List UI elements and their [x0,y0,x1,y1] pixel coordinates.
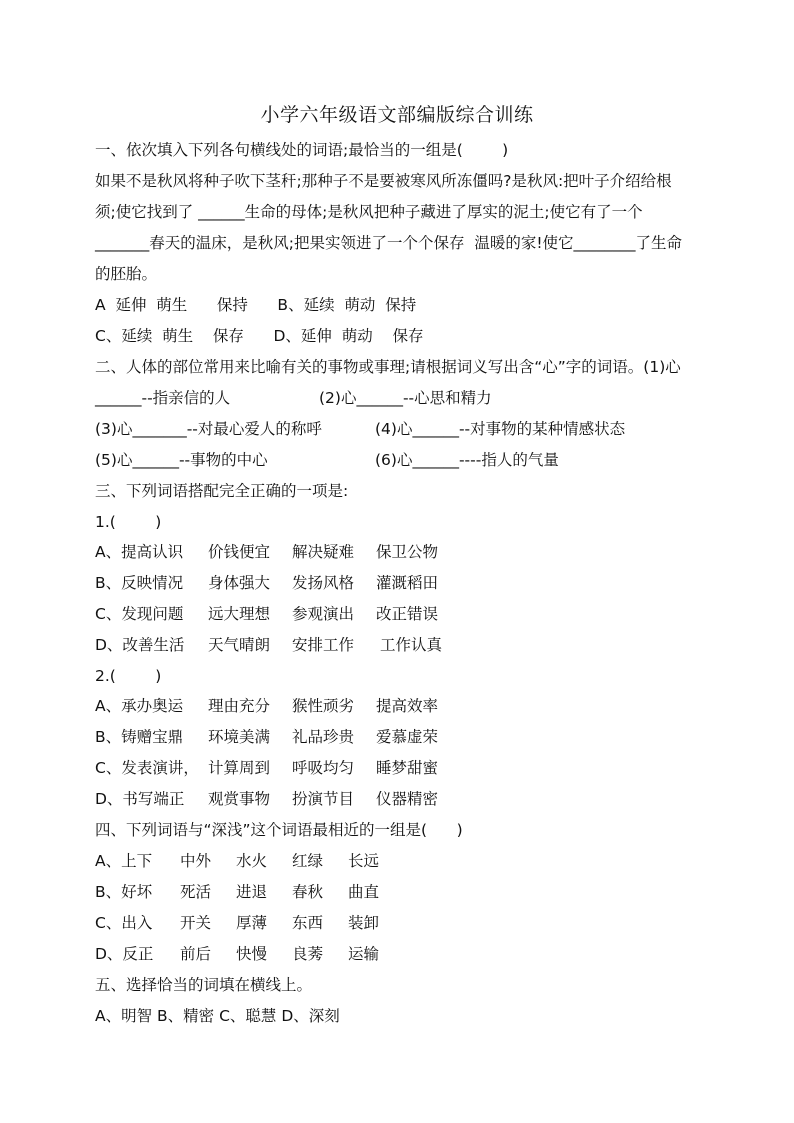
q5-options: A、明智 B、精密 C、聪慧 D、深刻 [95,1007,340,1025]
q4-word: 中外 [180,852,212,870]
q3-word: C、发表演讲， [95,759,199,777]
q3-word: 礼品珍贵 [292,728,355,746]
q2-heading: 二、人体的部位常用来比喻有关的事物或事理;请根据词义写出含“心”字的词语。(1)心 [95,358,681,376]
q3-word: 爱慕虚荣 [376,728,439,746]
q4-word: D、反正 [95,945,154,963]
q3-word: 猴性顽劣 [292,697,355,715]
q3-word: B、铸赠宝鼎 [95,728,184,746]
q2-item: (6)心______----指人的气量 [375,451,559,469]
q4-word: 水火 [236,852,268,870]
q3-word: 理由充分 [208,697,271,715]
q1-passage-line: 的胚胎。 [95,265,158,283]
q3-word: 改正错误 [376,605,439,623]
q4-word: C、出入 [95,914,153,932]
q2-item: (3)心_______--对最心爱人的称呼 [95,420,322,438]
q2-item: (4)心______--对事物的某种情感状态 [375,420,626,438]
q5-heading: 五、选择恰当的词填在横线上。 [95,976,313,994]
q3-word: 解决疑难 [292,543,355,561]
q1-option-row: A 延伸 萌生 保持 B、延续 萌动 保持 [95,296,417,314]
q3-word: 呼吸均匀 [292,759,355,777]
q3-word: C、发现问题 [95,605,184,623]
q3-word: 参观演出 [292,605,355,623]
q4-word: 东西 [292,914,324,932]
q2-item: ______--指亲信的人 [95,389,231,407]
q4-word: 红绿 [292,852,324,870]
q3-word: 工作认真 [380,636,443,654]
q1-passage-line: 须;使它找到了 ______生命的母体;是秋风把种子藏进了厚实的泥土;使它有了一个 [95,203,643,221]
q3-word: 灌溉稻田 [376,574,439,592]
q4-word: 进退 [236,883,268,901]
q3-word: A、提高认识 [95,543,184,561]
q4-word: 曲直 [348,883,380,901]
q3-word: 保卫公物 [376,543,439,561]
q4-word: A、上下 [95,852,153,870]
q1-option-row: C、延续 萌生 保存 D、延伸 萌动 保存 [95,327,424,345]
q4-word: 长远 [348,852,380,870]
q3-word: 环境美满 [208,728,271,746]
q1-passage-line: 如果不是秋风将种子吹下茎秆;那种子不是要被寒风所冻僵吗?是秋风:把叶子介绍给根 [95,172,672,190]
q3-word: 身体强大 [208,574,271,592]
q3-word: D、改善生活 [95,636,185,654]
q4-word: 良莠 [292,945,324,963]
document-title: 小学六年级语文部编版综合训练 [260,104,534,126]
q2-item: (5)心______--事物的中心 [95,451,268,469]
q3-word: 发扬风格 [292,574,355,592]
q3-word: 计算周到 [208,759,271,777]
q3-word: 天气晴朗 [208,636,271,654]
q3-word: 睡梦甜蜜 [376,759,439,777]
q1-heading: 一、依次填入下列各句横线处的词语;最恰当的一组是( ) [95,141,509,159]
q2-item: (2)心______--心思和精力 [319,389,492,407]
q4-word: 前后 [180,945,212,963]
q3-heading: 三、下列词语搭配完全正确的一项是: [95,482,349,500]
q4-word: 快慢 [236,945,268,963]
q4-word: 死活 [180,883,212,901]
q4-word: 春秋 [292,883,324,901]
q3-sub1-label: 1.( ) [95,513,162,531]
q4-heading: 四、下列词语与“深浅”这个词语最相近的一组是( ) [95,821,463,839]
q4-word: 厚薄 [236,914,268,932]
q3-word: 扮演节目 [292,790,355,808]
q4-word: 开关 [180,914,212,932]
q3-word: 仪器精密 [376,790,439,808]
q3-word: 价钱便宜 [208,543,271,561]
q4-word: 装卸 [348,914,380,932]
q3-word: 远大理想 [208,605,271,623]
q3-word: 安排工作 [292,636,355,654]
q3-word: 提高效率 [376,697,439,715]
q3-word: 观赏事物 [208,790,271,808]
q3-word: A、承办奥运 [95,697,184,715]
q3-word: D、书写端正 [95,790,185,808]
q4-word: 运输 [348,945,380,963]
q1-passage-line: _______春天的温床，是秋风;把果实领进了一个个保存 温暖的家!使它________了生命 [95,234,683,252]
q4-word: B、好坏 [95,883,153,901]
q3-sub2-label: 2.( ) [95,667,162,685]
q3-word: B、反映情况 [95,574,184,592]
